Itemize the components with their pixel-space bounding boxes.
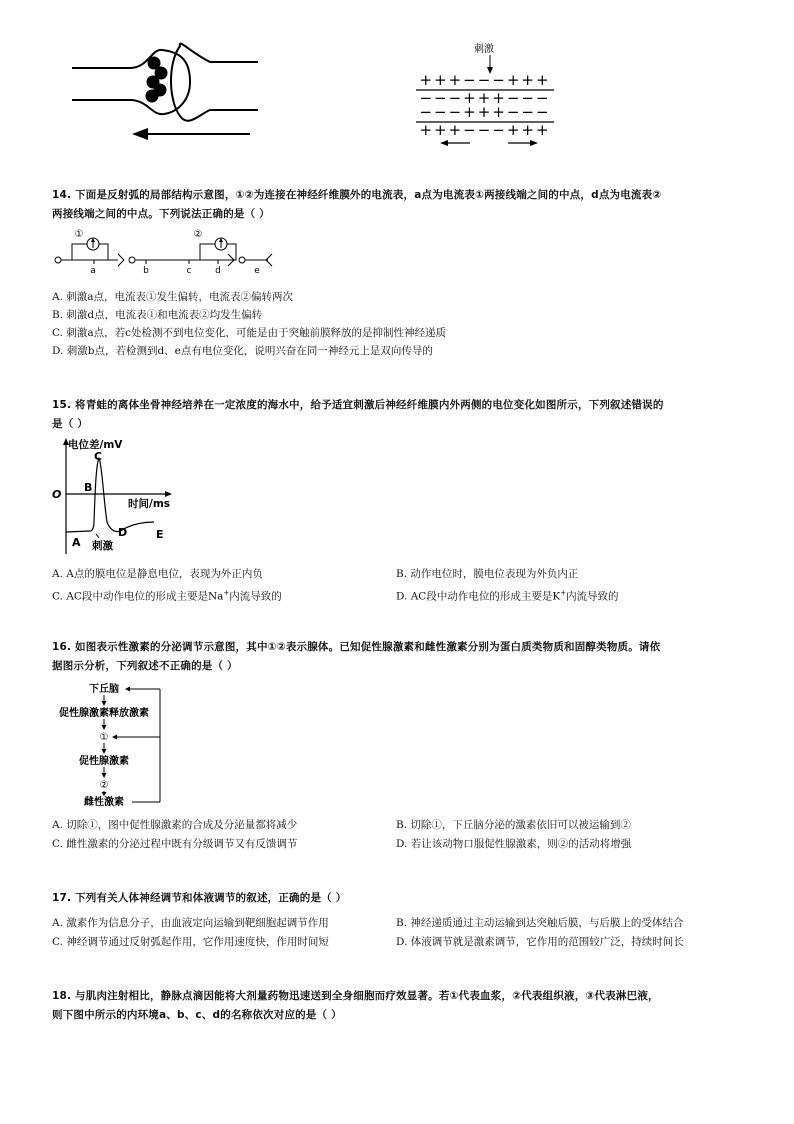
hormone-regulation-figure xyxy=(52,682,202,808)
title-line: 15. 将青蛙的离体坐骨神经培养在一定浓度的海水中，给予适宜刺激后神经纤维膜内外两侧的电位变化如图所示，下列叙述错误的 xyxy=(52,399,664,411)
option-d[interactable]: D. 体液调节就是激素调节，它作用的范围较广泛，持续时间长 xyxy=(396,936,684,948)
option-text: 内流导致的 xyxy=(229,590,282,603)
x-axis-label: 时间/ms xyxy=(128,498,171,510)
point-a-label: a xyxy=(90,266,96,276)
membrane-row-2: −−−+++−−− xyxy=(419,89,551,107)
question-16-title xyxy=(52,638,752,676)
membrane-row-3: −−−+++−−− xyxy=(419,103,551,121)
title-line: 据图示分析，下列叙述不正确的是（ ） xyxy=(52,660,238,672)
option-c[interactable]: C. 神经调节通过反射弧起作用，它作用速度快，作用时间短 xyxy=(52,936,329,948)
superscript: + xyxy=(223,589,230,597)
question-14-title xyxy=(52,186,752,224)
superscript: + xyxy=(560,589,567,597)
option-b[interactable]: B. 刺激d点，电流表①和电流表②均发生偏转 xyxy=(52,309,263,321)
synapse-figure xyxy=(60,38,270,148)
reflex-arc-figure xyxy=(52,226,282,276)
node-gland-1: ① xyxy=(99,732,109,743)
title-line: 17. 下列有关人体神经调节和体液调节的叙述，正确的是（ ） xyxy=(52,892,347,904)
point-b-label: b xyxy=(143,266,149,276)
option-a[interactable]: A. 切除①，图中促性腺激素的合成及分泌量都将减少 xyxy=(52,819,298,831)
question-17-title xyxy=(52,889,752,908)
origin-label: O xyxy=(52,488,62,501)
point-e-label: E xyxy=(156,528,164,541)
membrane-figure xyxy=(410,40,560,150)
point-c-label: C xyxy=(94,450,103,463)
question-16-options xyxy=(52,817,752,857)
stimulus-label: 刺激 xyxy=(92,540,113,552)
vesicle xyxy=(146,90,159,103)
point-e-label: e xyxy=(254,266,260,276)
question-15-title xyxy=(52,396,752,434)
option-a[interactable]: A. A点的膜电位是静息电位，表现为外正内负 xyxy=(52,568,263,580)
option-text: 内流导致的 xyxy=(566,590,619,603)
title-line: 两接线端之间的中点。下列说法正确的是（ ） xyxy=(52,208,270,220)
option-text: D. AC段中动作电位的形成主要是K xyxy=(396,590,561,603)
option-a[interactable]: A. 激素作为信息分子，由血液定向运输到靶细胞起调节作用 xyxy=(52,917,329,929)
question-17-options xyxy=(52,915,752,955)
title-line: 16. 如图表示性激素的分泌调节示意图，其中①②表示腺体。已知促性腺激素和雌性激素分别为蛋白质类物质和固醇类物质。请依 xyxy=(52,641,661,653)
title-line: 是（ ） xyxy=(52,418,88,430)
question-18-title xyxy=(52,987,752,1025)
node-gnrh: 促性腺激素释放激素 xyxy=(59,708,149,719)
option-c[interactable] xyxy=(52,585,282,605)
node-gonadotropin: 促性腺激素 xyxy=(79,756,129,767)
y-axis-label: 电位差/mV xyxy=(68,439,123,451)
option-a[interactable]: A. 刺激a点，电流表①发生偏转，电流表②偏转两次 xyxy=(52,291,294,303)
option-c[interactable]: C. 雌性激素的分泌过程中既有分级调节又有反馈调节 xyxy=(52,838,298,850)
point-c-label: c xyxy=(186,266,192,276)
membrane-row-4: +++−−−+++ xyxy=(419,121,551,139)
membrane-row-1: +++−−−+++ xyxy=(419,71,551,89)
option-text: C. AC段中动作电位的形成主要是Na xyxy=(52,590,224,603)
title-line: 则下图中所示的内环境a、b、c、d的名称依次对应的是（ ） xyxy=(52,1009,342,1021)
meter-2-label: ② xyxy=(193,229,203,240)
node-hypothalamus: 下丘脑 xyxy=(89,684,119,695)
point-d-label: D xyxy=(118,526,128,539)
question-15-options xyxy=(52,566,752,606)
meter-1-label: ① xyxy=(74,229,84,240)
point-d-label: d xyxy=(215,266,221,276)
option-d[interactable] xyxy=(396,585,619,605)
option-b[interactable]: B. 动作电位时，膜电位表现为外负内正 xyxy=(396,568,579,580)
point-b-label: B xyxy=(84,481,93,494)
option-b[interactable]: B. 切除①，下丘脑分泌的激素依旧可以被运输到② xyxy=(396,819,631,831)
option-b[interactable]: B. 神经递质通过主动运输到达突触后膜，与后膜上的受体结合 xyxy=(396,917,684,929)
option-c[interactable]: C. 刺激a点，若c处检测不到电位变化，可能是由于突触前膜释放的是抑制性神经递质 xyxy=(52,327,446,339)
node-estrogen: 雌性激素 xyxy=(84,797,124,808)
node-gland-2: ② xyxy=(99,780,109,791)
point-a-label: A xyxy=(72,536,81,549)
option-d[interactable]: D. 若让该动物口服促性腺激素，则②的活动将增强 xyxy=(396,838,632,850)
question-14-options xyxy=(52,289,446,359)
potential-curve xyxy=(66,458,154,532)
action-potential-figure xyxy=(46,434,186,558)
option-d[interactable]: D. 刺激b点，若检测到d、e点有电位变化，说明兴奋在同一神经元上是双向传导的 xyxy=(52,345,433,357)
stimulus-label: 刺激 xyxy=(474,44,494,55)
title-line: 18. 与肌肉注射相比，静脉点滴因能将大剂量药物迅速送到全身细胞而疗效显著。若①代表血浆，②代表组织液，③代表淋巴液， xyxy=(52,990,659,1002)
title-line: 14. 下面是反射弧的局部结构示意图，①②为连接在神经纤维膜外的电流表，a点为电流表①两接线端之间的中点，d点为电流表② xyxy=(52,189,662,201)
